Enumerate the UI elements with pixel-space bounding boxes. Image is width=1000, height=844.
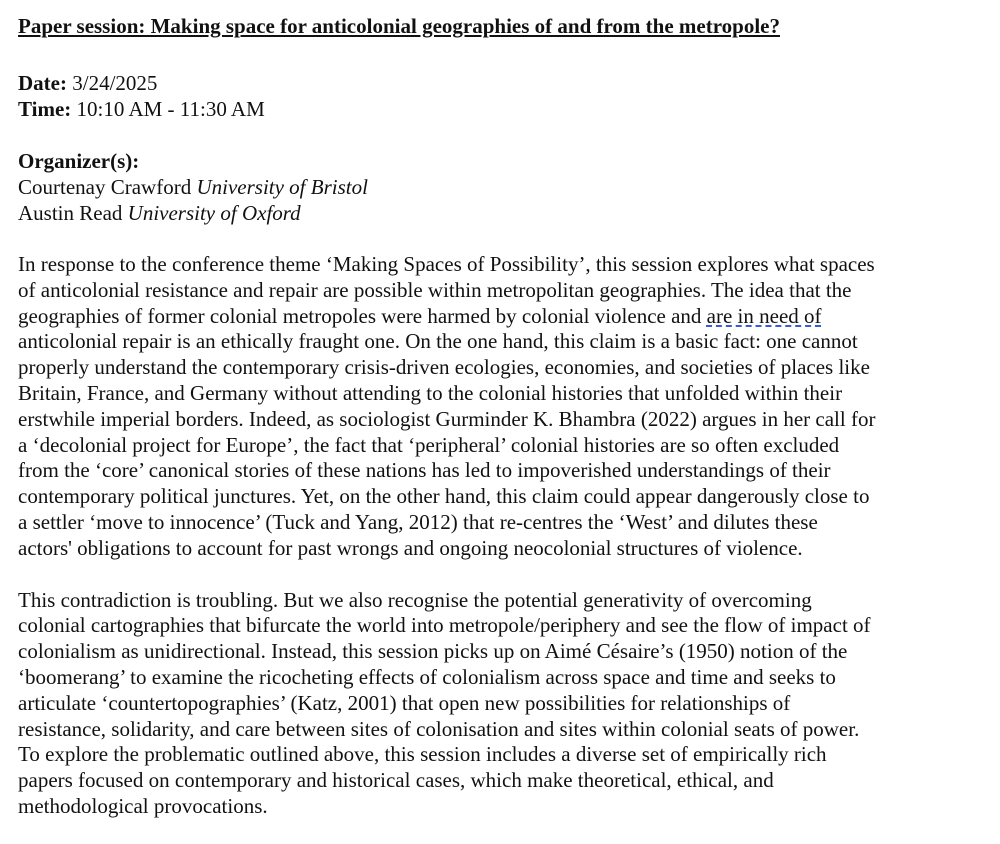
text-line: To explore the problematic outlined above, this session includes a diverse set of empirically rich — [18, 742, 827, 767]
text-line: ‘boomerang’ to examine the ricocheting effects of colonialism across space and time and seeks to — [18, 664, 836, 689]
organizer-name: Courtenay Crawford — [18, 175, 192, 199]
organizer-institution: University of Bristol — [196, 175, 368, 199]
text-line: colonial cartographies that bifurcate the world into metropole/periphery and see the flow of impact of — [18, 613, 871, 638]
document-page — [18, 12, 980, 820]
organizer-entry — [18, 200, 980, 226]
text-line: methodological provocations. — [18, 793, 268, 818]
time-label: Time: — [18, 97, 72, 121]
time-value: 10:10 AM - 11:30 AM — [76, 97, 265, 121]
text-line: Britain, France, and Germany without attending to the colonial histories that unfolded within their — [18, 380, 843, 405]
text-line: actors' obligations to account for past wrongs and ongoing neocolonial structures of violence. — [18, 535, 803, 560]
text-line: resistance, solidarity, and care between sites of colonisation and sites within colonial seats of power. — [18, 716, 860, 741]
text-line: a ‘decolonial project for Europe’, the fact that ‘peripheral’ colonial histories are so often excluded — [18, 432, 840, 457]
text-line: properly understand the contemporary crisis-driven ecologies, economies, and societies of places like — [18, 355, 870, 380]
text-line: This contradiction is troubling. But we also recognise the potential generativity of overcoming — [18, 587, 812, 612]
text-line: contemporary political junctures. Yet, on the other hand, this claim could appear dangerously close to — [18, 484, 870, 509]
organizers-section — [18, 148, 980, 226]
text-line: anticolonial repair is an ethically fraught one. On the one hand, this claim is a basic fact: one cannot — [18, 329, 858, 354]
text-line: In response to the conference theme ‘Making Spaces of Possibility’, this session explores what spaces — [18, 252, 875, 276]
organizer-name: Austin Read — [18, 201, 123, 225]
text-line: a settler ‘move to innocence’ (Tuck and Yang, 2012) that re-centres the ‘West’ and dilutes these — [18, 509, 818, 534]
date-line — [18, 70, 980, 96]
paragraph-1 — [18, 252, 980, 562]
text-line: of anticolonial resistance and repair are possible within metropolitan geographies. The idea that the — [18, 277, 852, 302]
session-title: Paper session: Making space for anticolonial geographies of and from the metropole? — [18, 14, 780, 38]
organizers-heading: Organizer(s): — [18, 149, 140, 173]
text-line: papers focused on contemporary and historical cases, which make theoretical, ethical, and — [18, 768, 774, 793]
text-line: colonialism as unidirectional. Instead, this session picks up on Aimé Césaire’s (1950) notion of the — [18, 639, 848, 664]
date-value: 3/24/2025 — [72, 71, 158, 95]
text-line-segment: geographies of former colonial metropoles were harmed by colonial violence and — [18, 303, 707, 328]
session-meta — [18, 70, 980, 122]
organizer-entry — [18, 174, 980, 200]
spellcheck-flagged-phrase[interactable]: are in need of — [706, 303, 822, 328]
text-line — [18, 304, 980, 330]
text-line: articulate ‘countertopographies’ (Katz, 2001) that open new possibilities for relationships of — [18, 690, 791, 715]
organizer-institution: University of Oxford — [127, 201, 301, 225]
text-line: erstwhile imperial borders. Indeed, as sociologist Gurminder K. Bhambra (2022) argues in her call for — [18, 406, 876, 431]
paragraph-2 — [18, 588, 980, 820]
time-line — [18, 96, 980, 122]
date-label: Date: — [18, 71, 67, 95]
text-line: from the ‘core’ canonical stories of these nations has led to impoverished understandings of their — [18, 458, 831, 483]
